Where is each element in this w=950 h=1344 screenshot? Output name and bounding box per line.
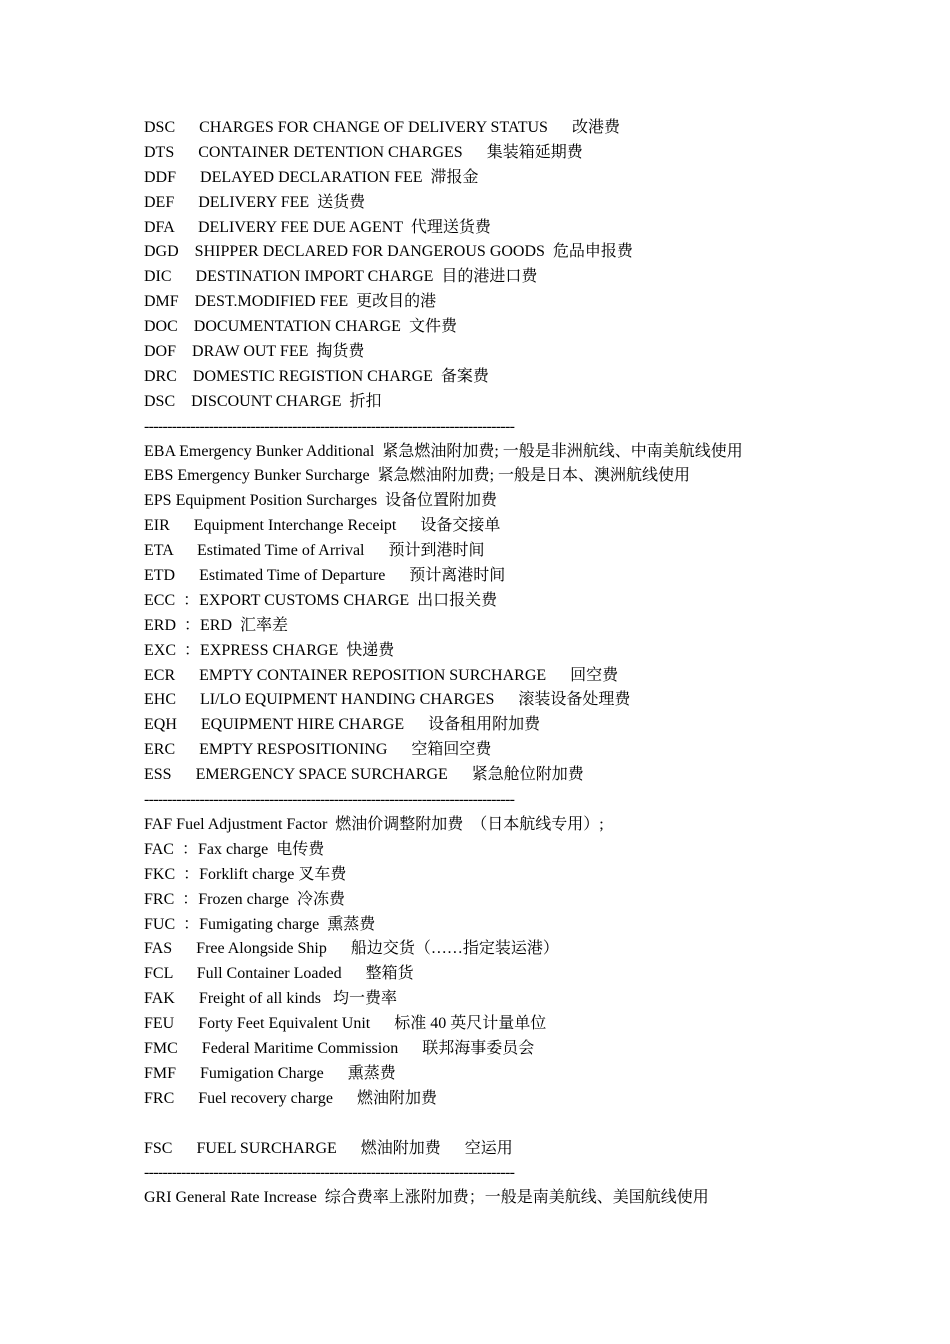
glossary-entry: ESS EMERGENCY SPACE SURCHARGE 紧急舱位附加费 — [144, 766, 584, 784]
document-body — [144, 116, 924, 1211]
glossary-entry: ETA Estimated Time of Arrival 预计到港时间 — [144, 542, 485, 560]
glossary-entry: ECR EMPTY CONTAINER REPOSITION SURCHARGE 回空费 — [144, 666, 619, 684]
glossary-entry: DEF DELIVERY FEE 送货费 — [144, 193, 366, 211]
glossary-entry: EQH EQUIPMENT HIRE CHARGE 设备租用附加费 — [144, 716, 541, 734]
glossary-entry: EHC LI/LO EQUIPMENT HANDING CHARGES 滚装设备处理费 — [144, 691, 631, 709]
glossary-entry: FEU Forty Feet Equivalent Unit 标准 40 英尺计量单位 — [144, 1015, 547, 1033]
glossary-entry: ERD ：ERD 汇率差 — [144, 616, 289, 634]
glossary-entry: GRI General Rate Increase 综合费率上涨附加费；一般是南美航线、美国航线使用 — [144, 1189, 709, 1207]
section-divider: -------------------------------------------------------------------------------- — [144, 791, 515, 809]
glossary-entry: ERC EMPTY RESPOSITIONING 空箱回空费 — [144, 741, 492, 759]
glossary-entry: ECC ：EXPORT CUSTOMS CHARGE 出口报关费 — [144, 591, 498, 609]
glossary-entry: FRC Fuel recovery charge 燃油附加费 — [144, 1089, 437, 1107]
glossary-entry: FSC FUEL SURCHARGE 燃油附加费 空运用 — [144, 1139, 513, 1157]
section-divider: -------------------------------------------------------------------------------- — [144, 1164, 515, 1182]
glossary-entry: DMF DEST.MODIFIED FEE 更改目的港 — [144, 293, 437, 311]
glossary-entry: FAF Fuel Adjustment Factor 燃油价调整附加费 （日本航线专用）; — [144, 815, 604, 833]
glossary-entry: EBS Emergency Bunker Surcharge 紧急燃油附加费; 一般是日本、澳洲航线使用 — [144, 467, 691, 485]
glossary-entry: DFA DELIVERY FEE DUE AGENT 代理送货费 — [144, 218, 491, 236]
blank-line — [144, 1112, 924, 1137]
glossary-entry: EBA Emergency Bunker Additional 紧急燃油附加费; 一般是非洲航线、中南美航线使用 — [144, 442, 743, 460]
glossary-entry: EIR Equipment Interchange Receipt 设备交接单 — [144, 517, 501, 535]
glossary-entry: DOC DOCUMENTATION CHARGE 文件费 — [144, 318, 457, 336]
section-divider: -------------------------------------------------------------------------------- — [144, 417, 515, 435]
glossary-entry: EXC ：EXPRESS CHARGE 快递费 — [144, 641, 395, 659]
glossary-entry: DSC CHARGES FOR CHANGE OF DELIVERY STATUS 改港费 — [144, 119, 620, 136]
glossary-entry: DRC DOMESTIC REGISTION CHARGE 备案费 — [144, 367, 489, 385]
glossary-entry: FAS Free Alongside Ship 船边交货（……指定装运港） — [144, 940, 559, 958]
glossary-entry: FKC ：Forklift charge 叉车费 — [144, 865, 347, 883]
glossary-entry: ETD Estimated Time of Departure 预计离港时间 — [144, 567, 506, 585]
glossary-entry: FMC Federal Maritime Commission 联邦海事委员会 — [144, 1039, 535, 1057]
glossary-entry: DIC DESTINATION IMPORT CHARGE 目的港进口费 — [144, 268, 538, 286]
glossary-entry: DSC DISCOUNT CHARGE 折扣 — [144, 392, 382, 410]
glossary-entry: FAK Freight of all kinds 均一费率 — [144, 990, 398, 1008]
glossary-entry: EPS Equipment Position Surcharges 设备位置附加费 — [144, 492, 498, 510]
glossary-entry: FRC ：Frozen charge 冷冻费 — [144, 890, 346, 908]
glossary-entry: FUC ：Fumigating charge 熏蒸费 — [144, 915, 376, 933]
glossary-entry: FAC ：Fax charge 电传费 — [144, 840, 325, 858]
glossary-entry: DDF DELAYED DECLARATION FEE 滞报金 — [144, 168, 479, 186]
glossary-entry: DOF DRAW OUT FEE 掏货费 — [144, 343, 365, 361]
glossary-entry: DGD SHIPPER DECLARED FOR DANGEROUS GOODS 危品申报费 — [144, 243, 633, 261]
glossary-entry: FCL Full Container Loaded 整箱货 — [144, 965, 414, 983]
glossary-entry: DTS CONTAINER DETENTION CHARGES 集装箱延期费 — [144, 143, 583, 161]
glossary-entry: FMF Fumigation Charge 熏蒸费 — [144, 1064, 396, 1082]
